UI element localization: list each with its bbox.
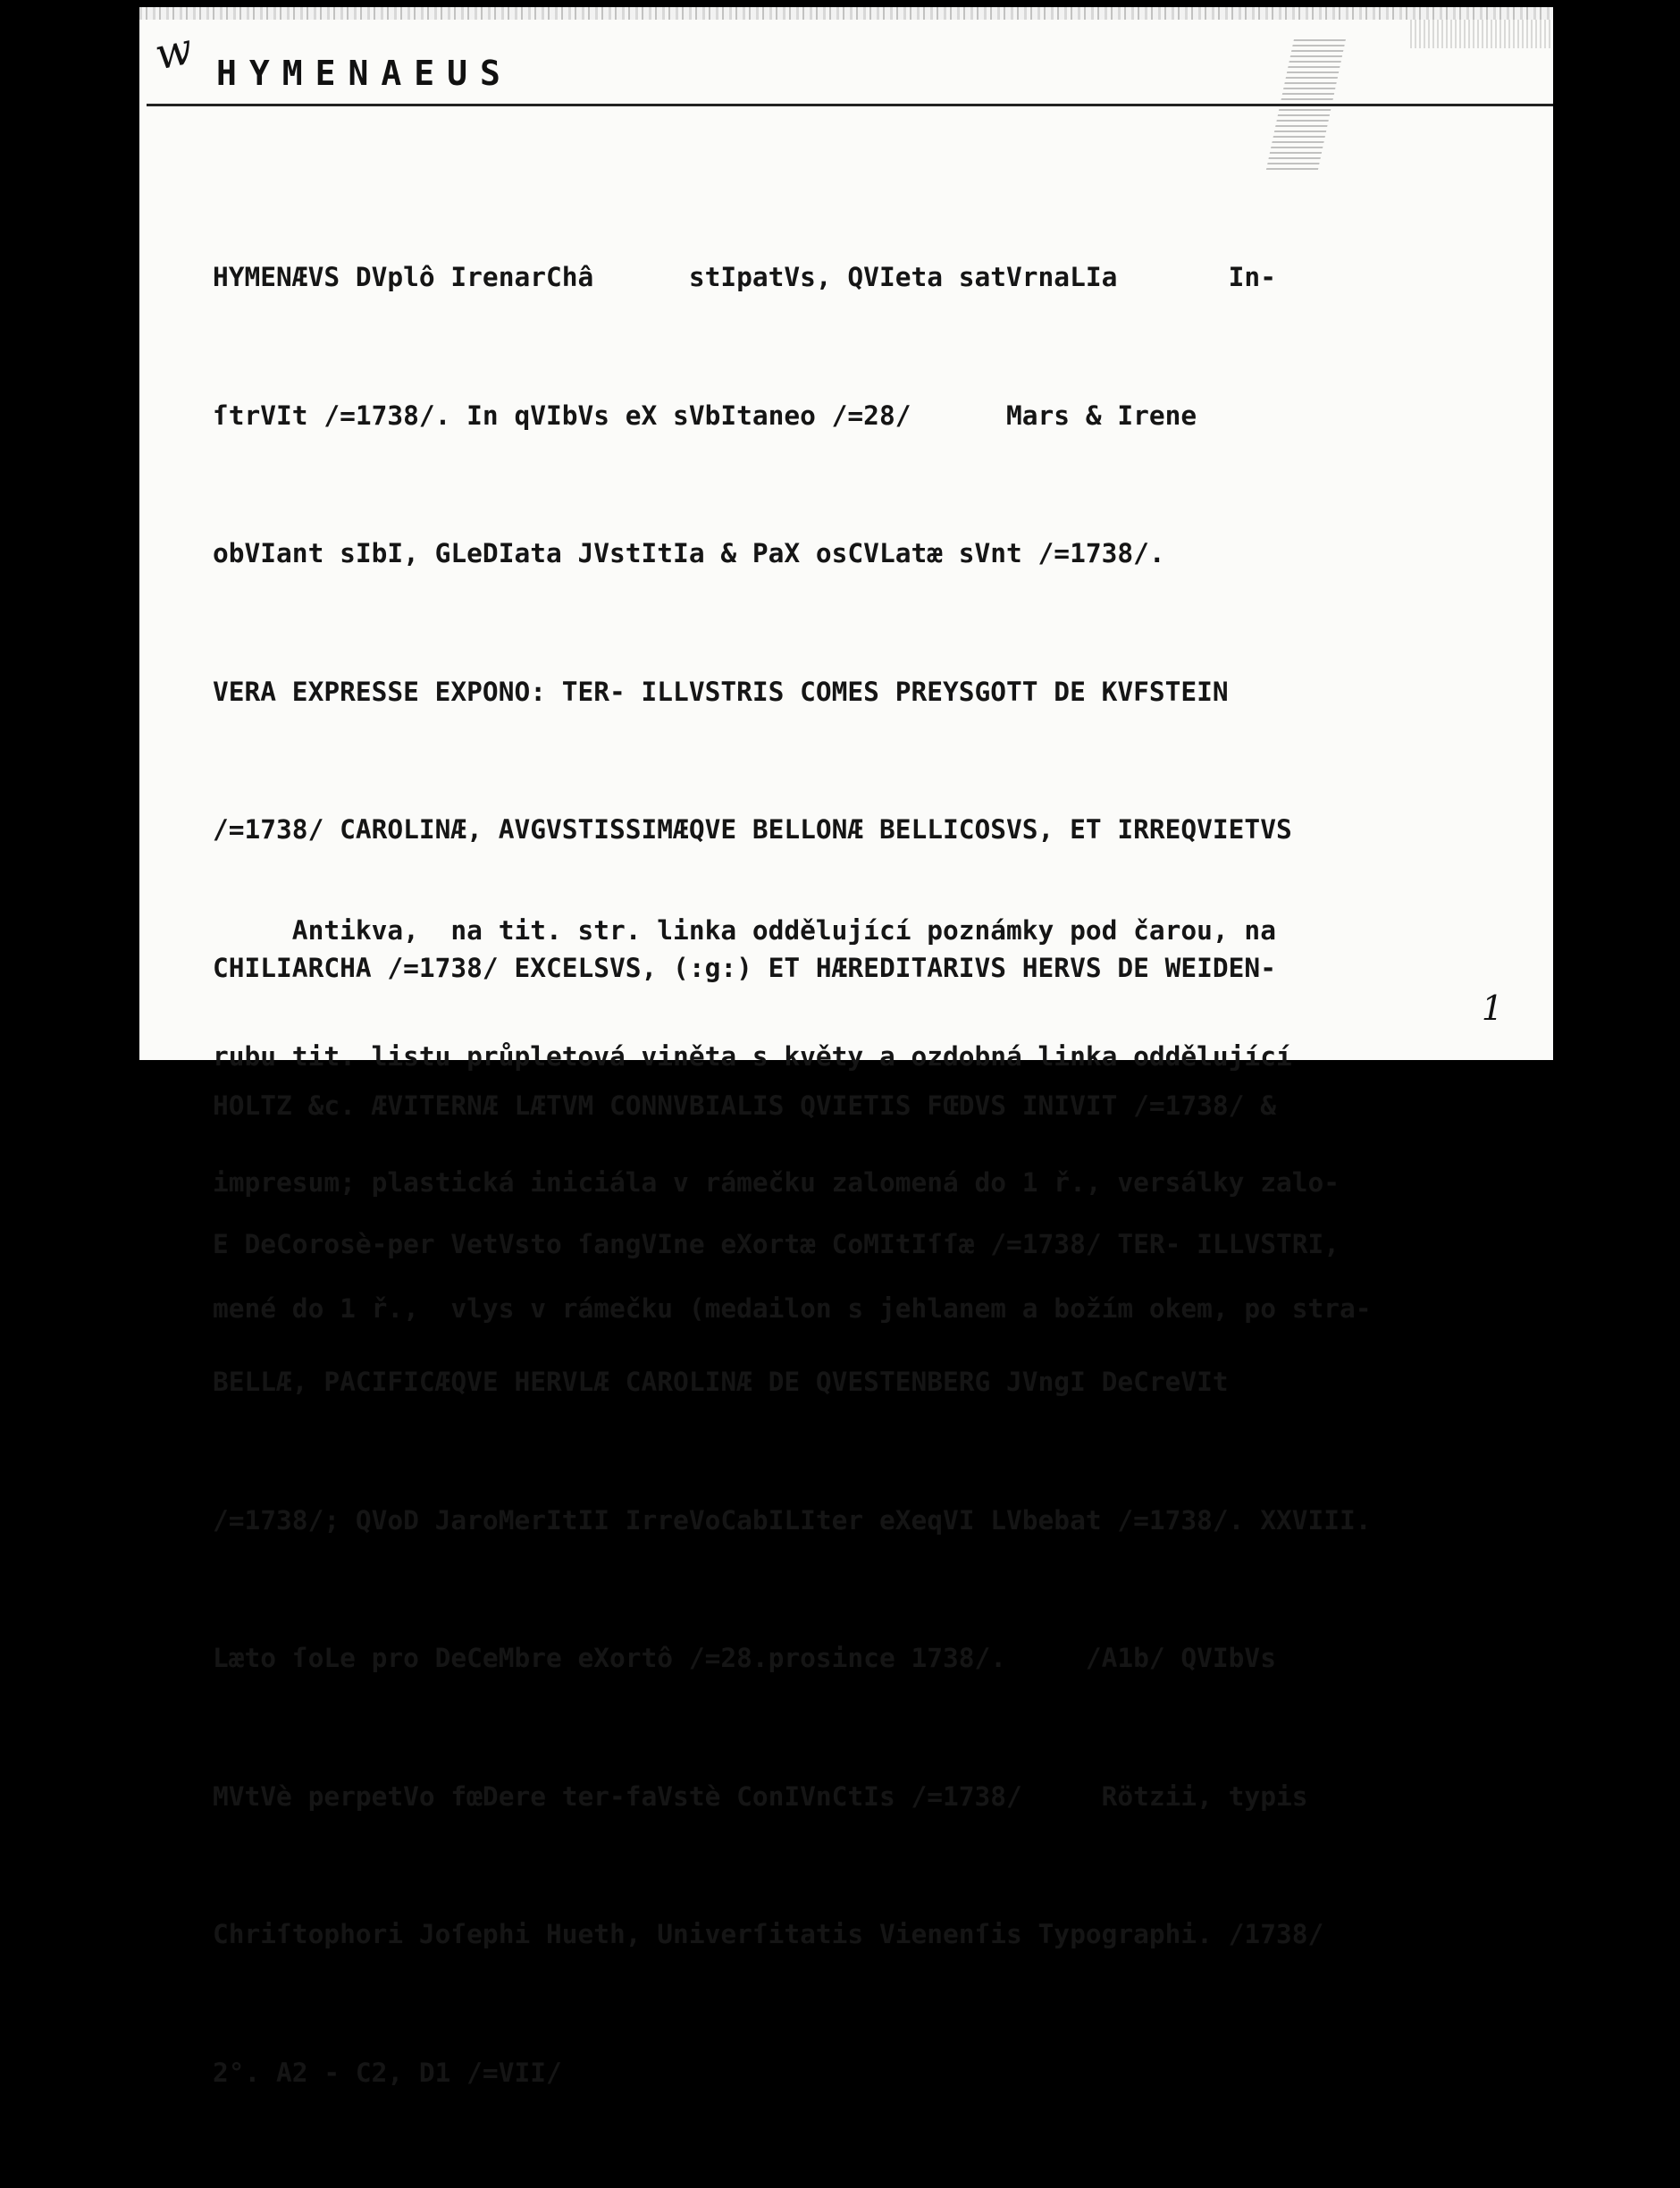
description-note xyxy=(213,826,1499,1414)
entry-line: HYMENÆVS DVplô IrenarChâ stIpatVs, QVIeta satVrnaLIa In- xyxy=(213,262,1276,292)
handwritten-mark: w xyxy=(150,23,197,80)
page-number-mark: 1 xyxy=(1481,989,1503,1028)
entry-line: Chriſtophori Joſephi Hueth, Univerſitatis Vienenſis Typographi. /1738/ xyxy=(213,1919,1324,1949)
entry-line: BELLÆ, PACIFICÆQVE HERVLÆ CAROLINÆ DE QVESTENBERG JVngI DeCreVIt xyxy=(213,1367,1229,1397)
entry-line: 2°. A2 - C2, D1 /=VII/ xyxy=(213,2057,562,2088)
card-heading: HYMENAEUS xyxy=(216,54,513,93)
note-line: Antikva, na tit. str. linka oddělující poznámky pod čarou, na xyxy=(213,915,1276,946)
heading-rule xyxy=(147,104,1553,106)
entry-line: HOLTZ &c. ÆVITERNÆ LÆTVM CONNVBIALIS QVIETIS FŒDVS INIVIT /=1738/ & xyxy=(213,1090,1276,1121)
entry-line: VERA EXPRESSE EXPONO: TER- ILLVSTRIS COMES PREYSGOTT DE KVFSTEIN xyxy=(213,676,1229,707)
catalog-card xyxy=(139,7,1553,2088)
entry-line: Læto ſoLe pro DeCeMbre eXortô /=28.prosince 1738/. /A1b/ QVIbVs xyxy=(213,1643,1276,1673)
paper-tear-shadow xyxy=(1265,39,1346,173)
note-line: mené do 1 ř., vlys v rámečku (medailon s jehlanem a božím okem, po stra- xyxy=(213,1293,1372,1324)
entry-line: ſtrVIt /=1738/. In qVIbVs eX sVbItaneo /=28/ Mars & Irene xyxy=(213,400,1197,431)
note-line: rubu tit. listu průpletová viněta s květy a ozdobná linka oddělující xyxy=(213,1041,1292,1072)
paper-damage xyxy=(1410,20,1553,48)
note-line: impresum; plastická iniciála v rámečku zalomená do 1 ř., versálky zalo- xyxy=(213,1167,1340,1198)
entry-line: MVtVè perpetVo fœDere ter-faVstè ConIVnCtIs /=1738/ Rötzii, typis xyxy=(213,1780,1308,1812)
entry-line: /=1738/; QVoD JaroMerItII IrreVoCabILIter eXeqVI LVbebat /=1738/. XXVIII. xyxy=(213,1504,1372,1536)
entry-line: E DeCorosè-per VetVsto ſangVIne eXortæ CoMItIſſæ /=1738/ TER- ILLVSTRI, xyxy=(213,1228,1340,1259)
entry-line: obVIant sIbI, GLeDIata JVstItIa & PaX osCVLatæ sVnt /=1738/. xyxy=(213,538,1165,568)
entry-line: CHILIARCHA /=1738/ EXCELSVS, (:g:) ET HÆREDITARIVS HERVS DE WEIDEN- xyxy=(213,952,1276,983)
entry-line: /=1738/ CAROLINÆ, AVGVSTISSIMÆQVE BELLONÆ BELLICOSVS, ET IRREQVIETVS xyxy=(213,814,1292,845)
